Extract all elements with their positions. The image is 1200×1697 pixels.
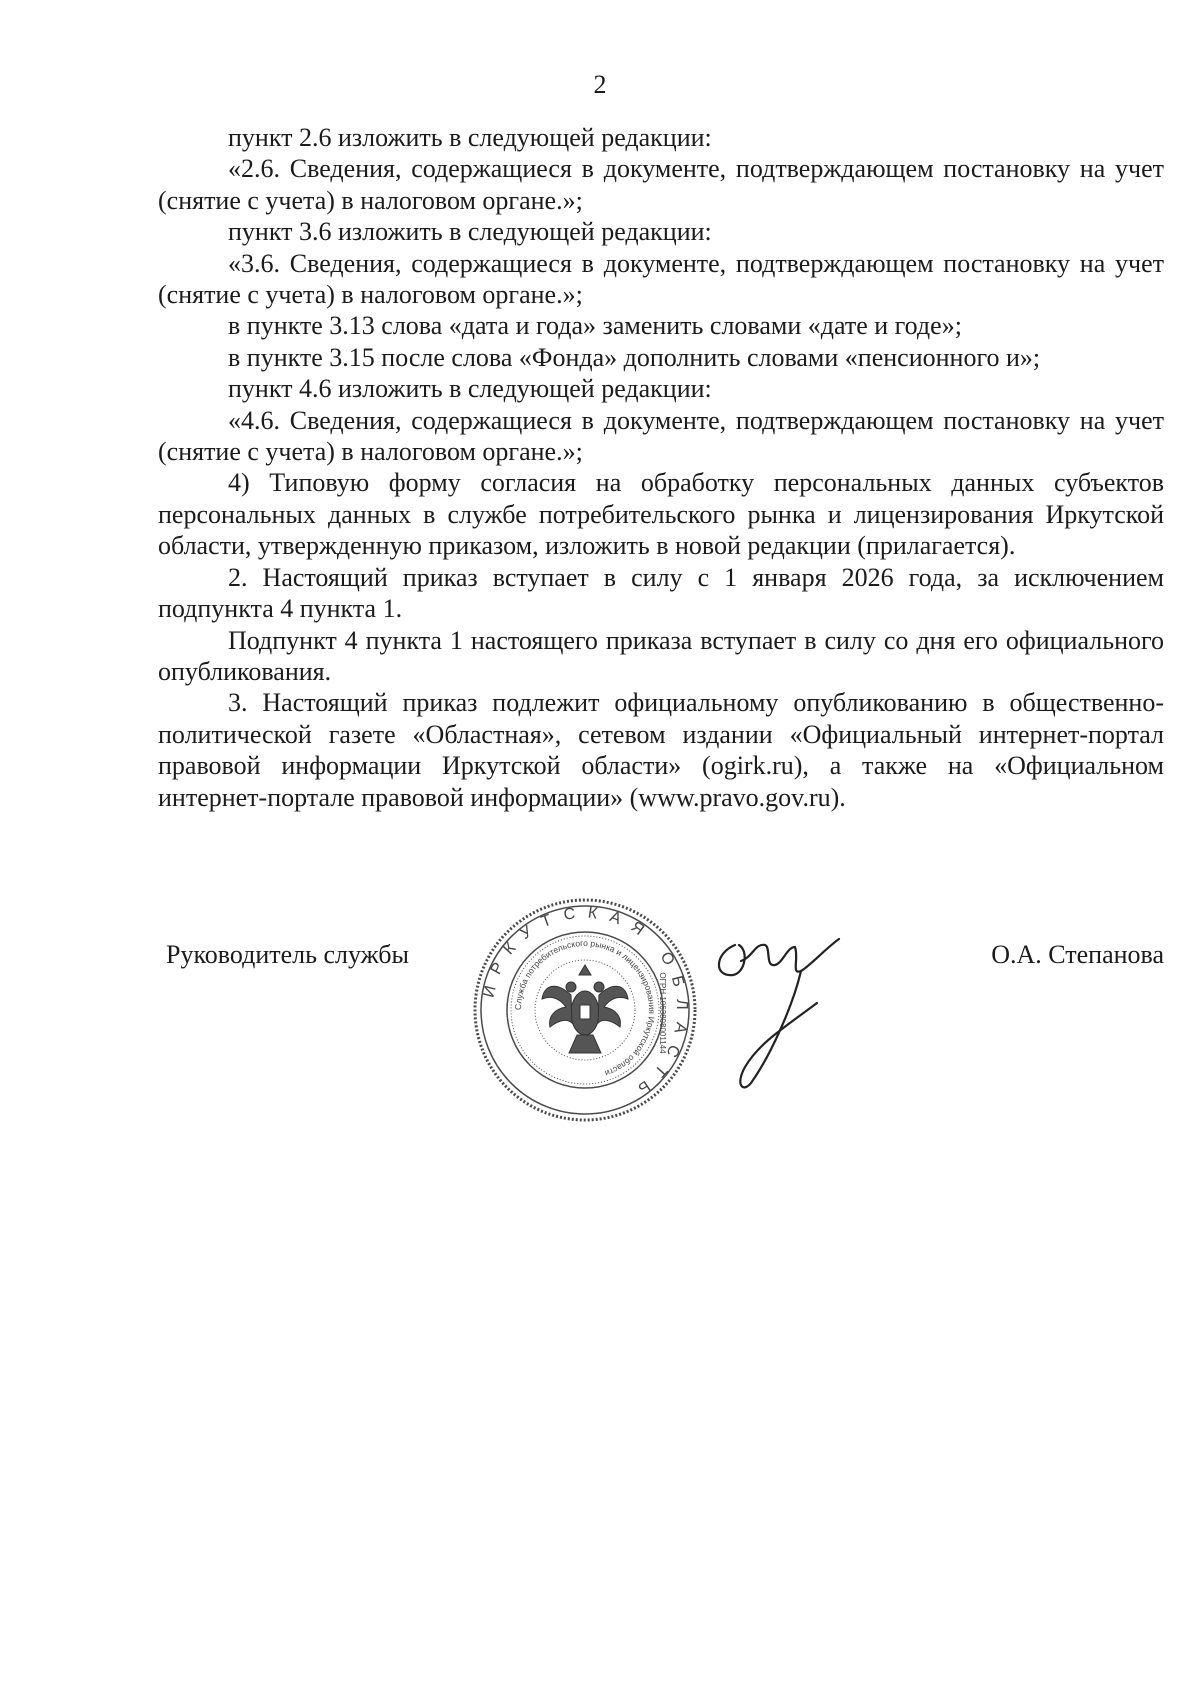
paragraph: 3. Настоящий приказ подлежит официальному опубликованию в общественно-политической газете «Областная», сетевом издании «Официальный интернет-портал правовой информации Иркутской области» (ogirk.ru), а также на «Официальном интернет-портале правовой информации» (www.pravo.gov.ru). [158,688,1164,812]
paragraph: пункт 3.6 изложить в следующей редакции: [228,217,712,247]
signatory-name: О.А. Степанова [991,940,1164,969]
seal-outer-text: ИРКУТСКАЯ ОБЛАСТЬ [480,904,691,1104]
paragraph: Подпункт 4 пункта 1 настоящего приказа вступает в силу со дня его официального опубликования. [158,625,1164,686]
paragraph: 4) Типовую форму согласия на обработку персональных данных субъектов персональных данных в службе потребительского рынка и лицензирования Иркутской области, утвержденную приказом, изложить в новой редакции (прилагается). [158,468,1164,561]
signatory-title: Руководитель службы [166,940,409,969]
double-headed-eagle-icon [542,965,628,1053]
page-number: 2 [593,70,607,99]
paragraph: «3.6. Сведения, содержащиеся в документе, подтверждающем постановку на учет (снятие с учета) в налоговом органе.»; [158,248,1164,310]
paragraph: «2.6. Сведения, содержащиеся в документе, подтверждающем постановку на учет (снятие с учета) в налоговом органе.»; [158,154,1164,215]
seal-ogrn: ОГРН 1063808001144 [658,972,667,1054]
paragraph: пункт 4.6 изложить в следующей редакции: [228,374,712,404]
seal-inner-text: Служба потребительского рынка и лицензирования Иркутской области [512,937,658,1079]
paragraph: «4.6. Сведения, содержащиеся в документе, подтверждающем постановку на учет (снятие с учета) в налоговом органе.»; [158,405,1164,467]
document-body [158,122,1164,813]
handwritten-signature [705,915,885,1095]
paragraph: пункт 2.6 изложить в следующей редакции: [228,123,712,152]
official-seal [470,895,700,1125]
paragraph: в пункте 3.13 слова «дата и года» заменить словами «дате и годе»; [228,311,962,341]
paragraph: 2. Настоящий приказ вступает в силу с 1 января 2026 года, за исключением подпункта 4 пункта 1. [158,562,1164,624]
paragraph: в пункте 3.15 после слова «Фонда» дополнить словами «пенсионного и»; [228,342,1041,372]
